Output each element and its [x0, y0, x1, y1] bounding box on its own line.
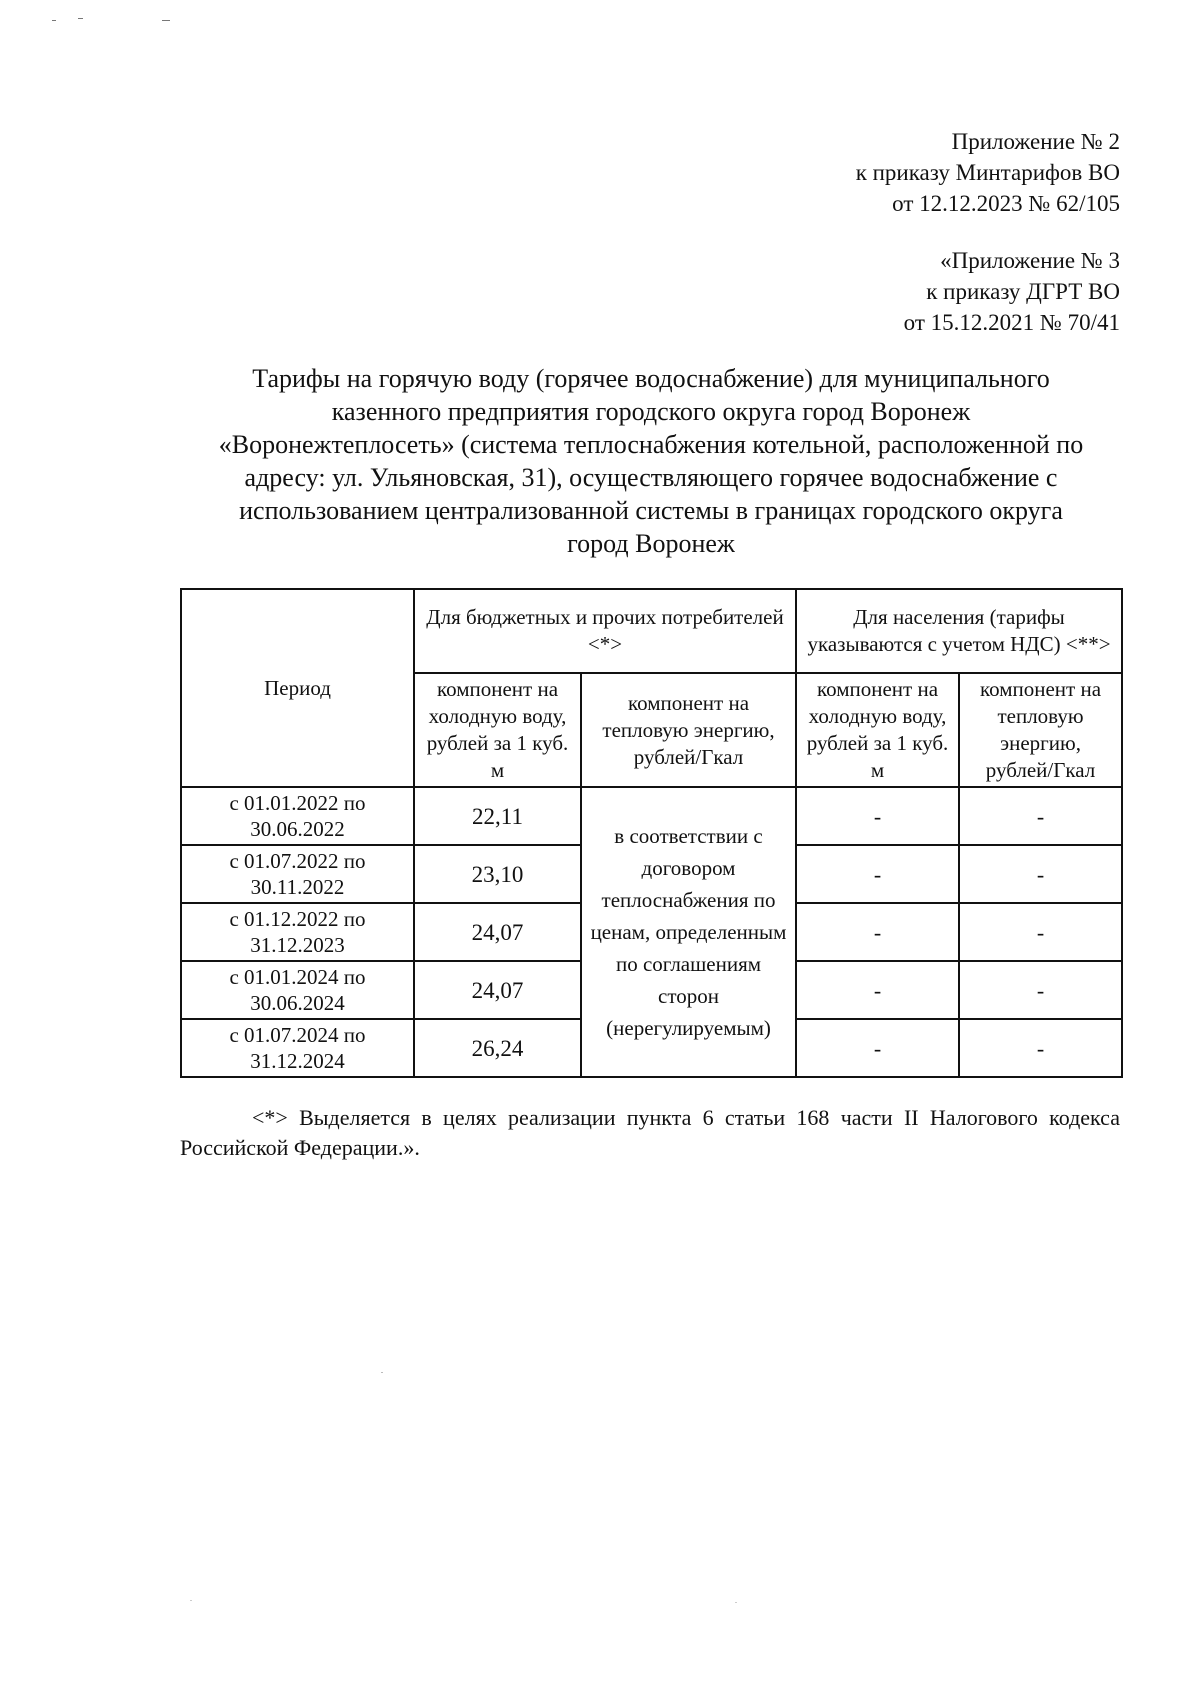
footnote: <*> Выделяется в целях реализации пункта 6 статьи 168 части II Налогового кодекса Российской Федерации.». — [180, 1105, 1120, 1160]
heat-energy-column-header: компонент на тепловую энергию, рублей/Гкал — [581, 673, 796, 787]
population-cold-value: - — [796, 787, 959, 845]
appendix-header-original — [904, 245, 1120, 338]
scan-artifact — [190, 1600, 192, 1601]
cold-water-value: 24,07 — [414, 961, 581, 1019]
scan-artifact — [162, 20, 170, 21]
title-line: казенного предприятия городского округа город Воронеж — [331, 397, 971, 426]
title-line: «Воронежтеплосеть» (система теплоснабжения котельной, расположенной по — [218, 430, 1084, 459]
population-cold-value: - — [796, 845, 959, 903]
appendix-order: к приказу ДГРТ ВО — [926, 279, 1120, 304]
appendix-header-current — [856, 126, 1120, 219]
population-cold-value: - — [796, 1019, 959, 1077]
period-cell: с 01.07.2024 по 31.12.2024 — [181, 1019, 414, 1077]
appendix-number: Приложение № 2 — [951, 129, 1120, 154]
budget-group-header: Для бюджетных и прочих потребителей <*> — [414, 589, 796, 673]
population-cold-water-column-header: компонент на холодную воду, рублей за 1 куб. м — [796, 673, 959, 787]
appendix-date: от 15.12.2021 № 70/41 — [903, 310, 1120, 335]
table-header-row — [181, 589, 1122, 673]
population-heat-value: - — [959, 787, 1122, 845]
period-cell: с 01.01.2022 по 30.06.2022 — [181, 787, 414, 845]
scan-artifact — [735, 1602, 737, 1603]
population-heat-value: - — [959, 961, 1122, 1019]
appendix-number: «Приложение № 3 — [940, 248, 1120, 273]
population-heat-value: - — [959, 903, 1122, 961]
heat-energy-note: в соответствии с договором теплоснабжения по ценам, определенным по соглашениям сторон (нерегулируемым) — [581, 787, 796, 1077]
cold-water-value: 24,07 — [414, 903, 581, 961]
period-cell: с 01.12.2022 по 31.12.2023 — [181, 903, 414, 961]
title-line: адресу: ул. Ульяновская, 31), осуществляющего горячее водоснабжение с — [244, 463, 1058, 492]
population-heat-value: - — [959, 1019, 1122, 1077]
cold-water-value: 23,10 — [414, 845, 581, 903]
period-header: Период — [181, 589, 414, 787]
population-heat-value: - — [959, 845, 1122, 903]
cold-water-value: 22,11 — [414, 787, 581, 845]
period-cell: с 01.07.2022 по 30.11.2022 — [181, 845, 414, 903]
scan-artifact — [78, 18, 83, 19]
title-line: город Воронеж — [567, 529, 735, 558]
table-row — [181, 787, 1122, 845]
scan-artifact — [52, 20, 56, 21]
title-line: использованием централизованной системы в границах городского округа — [239, 496, 1063, 525]
document-title — [170, 362, 1132, 560]
cold-water-value: 26,24 — [414, 1019, 581, 1077]
population-heat-energy-column-header: компонент на тепловую энергию, рублей/Гкал — [959, 673, 1122, 787]
appendix-date: от 12.12.2023 № 62/105 — [892, 191, 1120, 216]
scan-artifact — [381, 1372, 383, 1373]
population-cold-value: - — [796, 903, 959, 961]
cold-water-column-header: компонент на холодную воду, рублей за 1 куб. м — [414, 673, 581, 787]
population-cold-value: - — [796, 961, 959, 1019]
title-line: Тарифы на горячую воду (горячее водоснабжение) для муниципального — [252, 364, 1050, 393]
appendix-order: к приказу Минтарифов ВО — [855, 160, 1120, 185]
tariff-table — [180, 588, 1123, 1078]
period-cell: с 01.01.2024 по 30.06.2024 — [181, 961, 414, 1019]
population-group-header: Для населения (тарифы указываются с учетом НДС) <**> — [796, 589, 1122, 673]
